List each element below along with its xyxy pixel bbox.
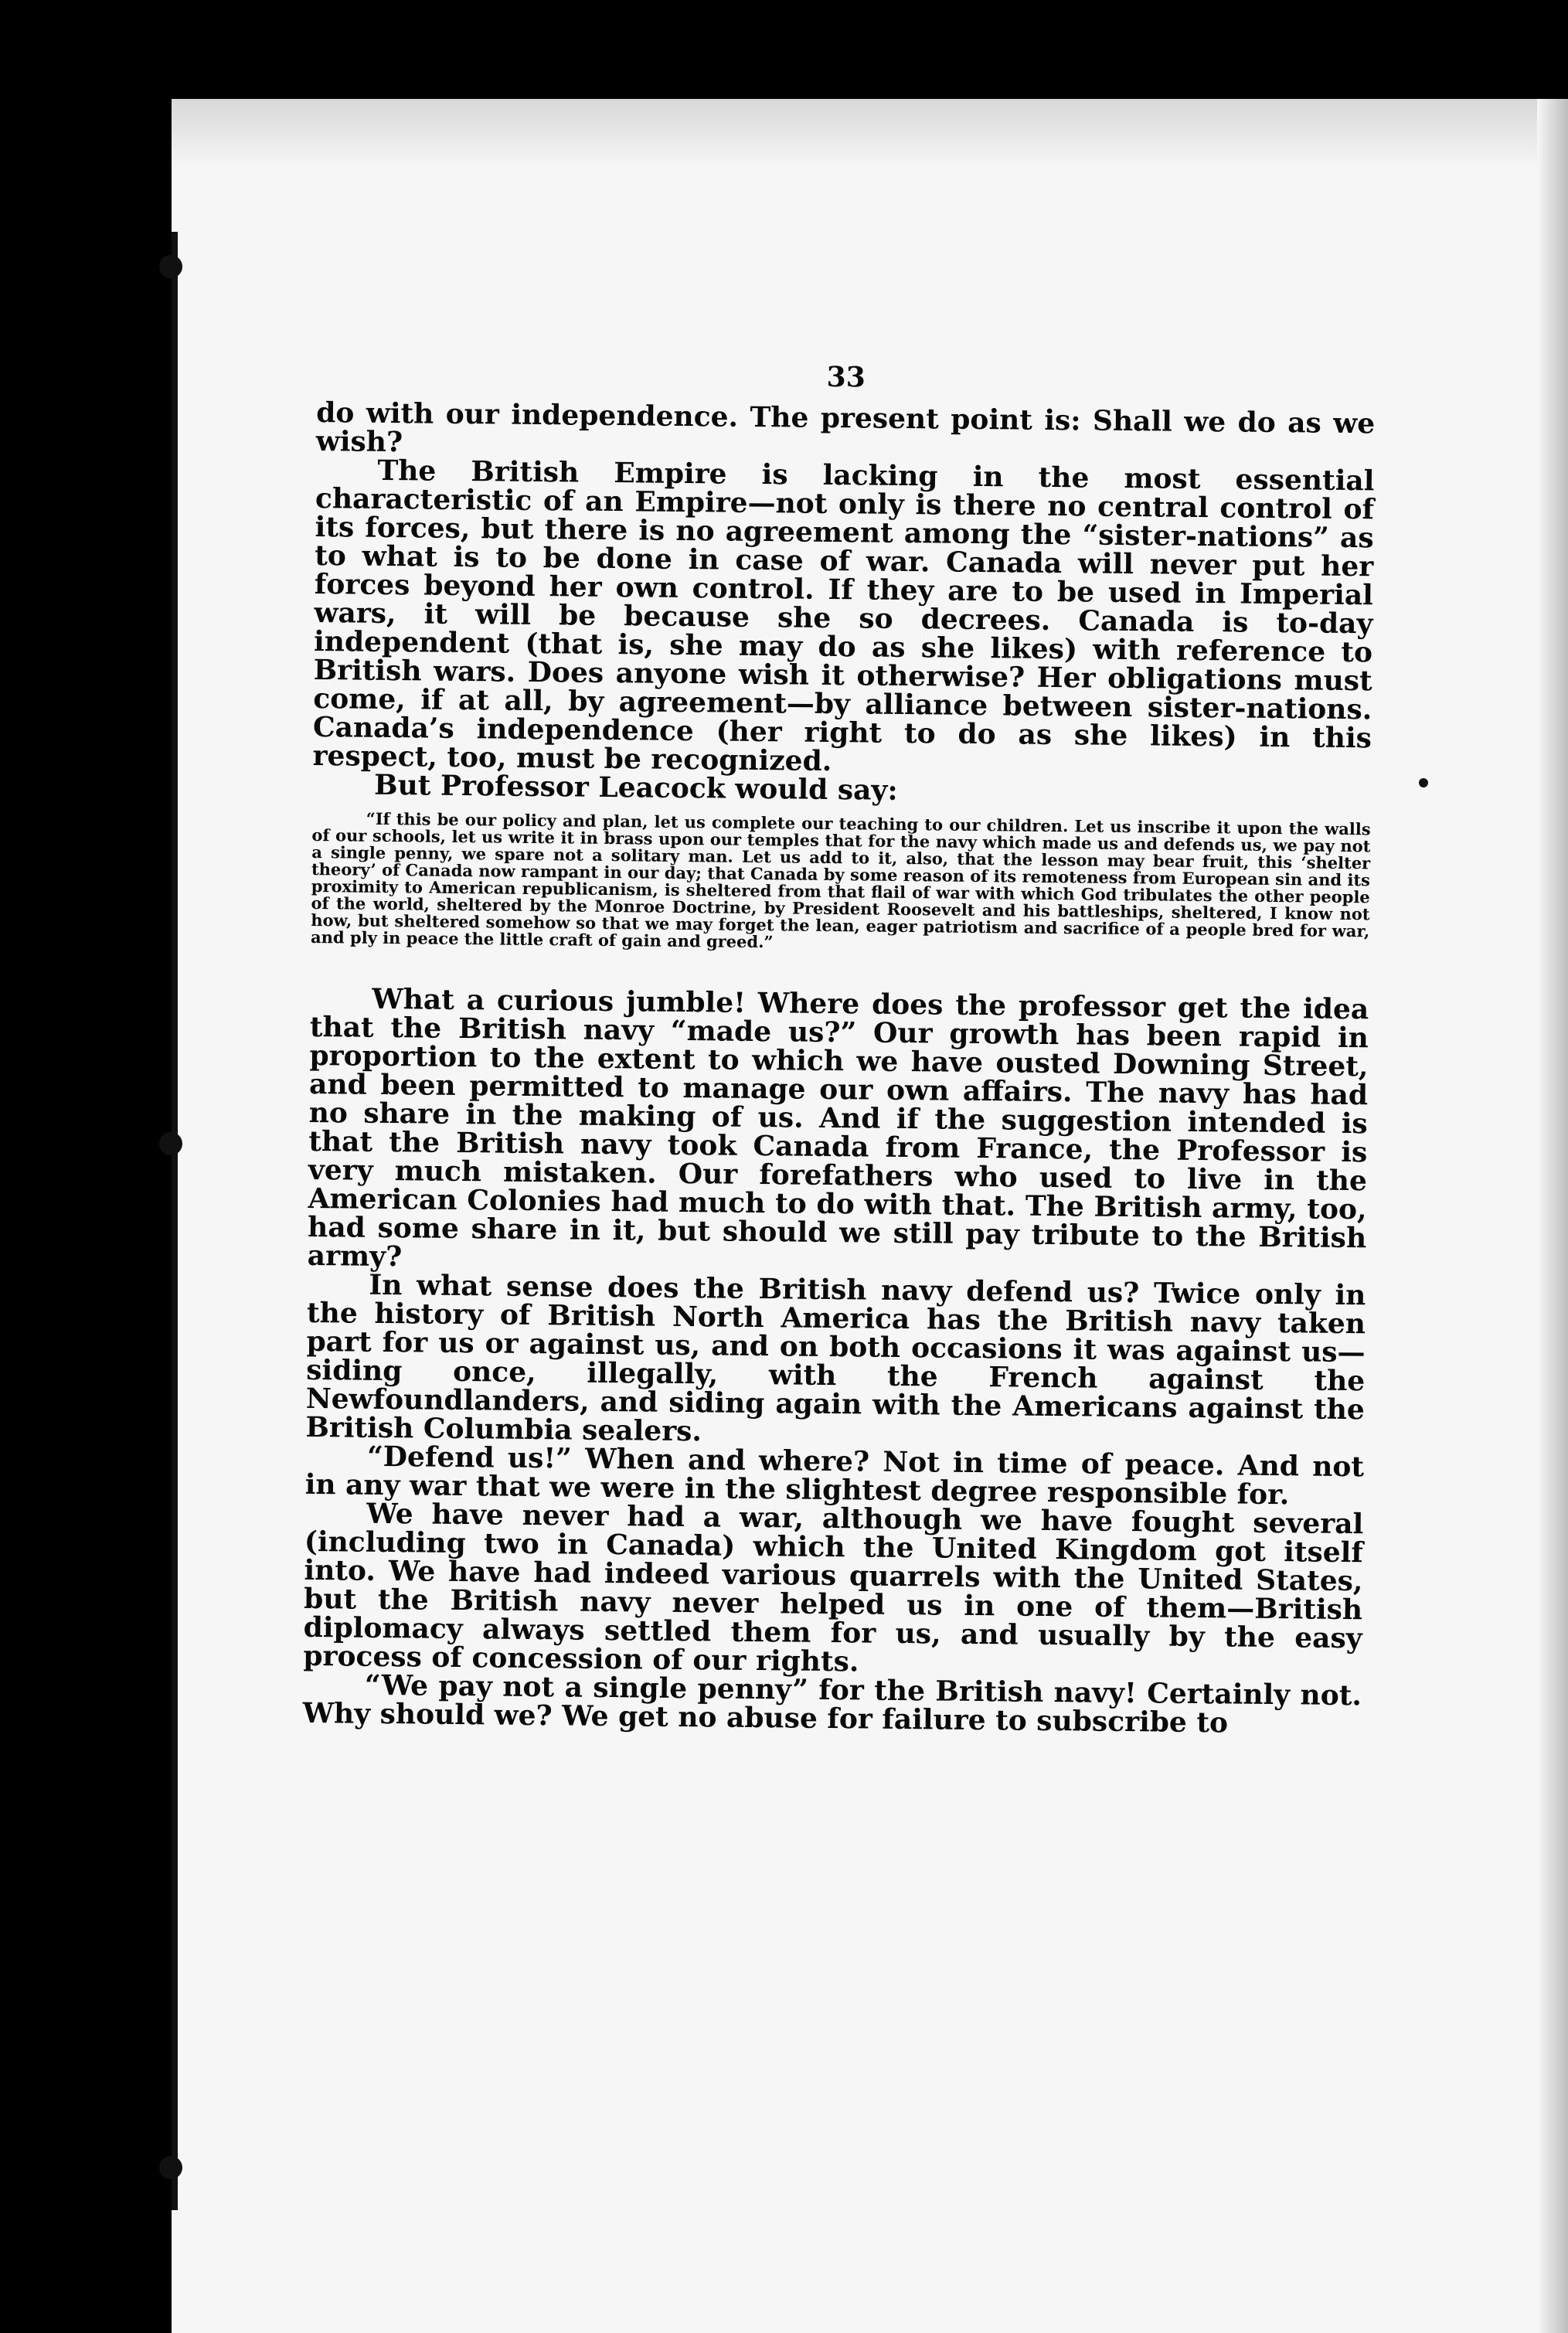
binding-stitch-mark — [159, 2156, 182, 2179]
page-text — [302, 355, 1376, 1739]
paragraph: What a curious jumble! Where does the professor get the idea that the British navy “made us?” Our growth has been rapid in proportion to the extent to which we have ousted Downing Street, and been permitted to manage our own affairs. The navy has had no share in the making of us. And if the suggestion intended is that the British navy took Canada from France, the Professor is very much mistaken. Our forefathers who used to live in the American Colonies had much to do with that. The British army, too, had some share in it, but should we still pay tribute to the British army? — [307, 982, 1369, 1274]
margin-dot — [1419, 778, 1428, 787]
page-number: 33 — [826, 360, 866, 394]
binding-stitch-mark — [159, 1132, 182, 1155]
binding-stitch-mark — [159, 255, 182, 278]
block-quote: “If this be our policy and plan, let us complete our teaching to our children. Let us inscribe it upon the walls of our schools, let us write it in brass upon our temples that for the navy which made us and defends us, we pay not a single penny, we spare not a solitary man. Let us add to it, also, that the lesson may bear fruit, this ‘shelter theory’ of Canada now rampant in our day; that Canada by some reason of its remoteness from European sin and its proximity to American republicanism, is sheltered from that flail of war with which God tribulates the other people of the world, sheltered by the Monroe Doctrine, by President Roosevelt and his battleships, sheltered, I know not how, but sheltered somehow so that we may forget the lean, eager patriotism and sacrifice of a people bred for war, and ply in peace the little craft of gain and greed.” — [310, 808, 1371, 952]
binding-stitch-line — [172, 232, 178, 2210]
paragraph: We have never had a war, although we have fought several (including two in Canada) which the United Kingdom got itself into. We have had indeed various quarrels with the United States, but the British navy never helped us in one of them—British diplomacy always settled them for us, and usually by the easy process of concession of our rights. — [303, 1497, 1364, 1678]
paragraph: But Professor Leacock would say: — [373, 768, 898, 807]
paragraph: “Defend us!” When and where? Not in time of peace. And not in any war that we were in the slightest degree responsible for. — [304, 1440, 1365, 1512]
page-top-edge-shadow — [172, 99, 1568, 168]
page-right-edge-shadow — [1537, 99, 1568, 2333]
paragraph: The British Empire is lacking in the most essential characteristic of an Empire—not only is there no central control of its forces, but there is no agreement among the “sister-nations” as to what is to be done in case of war. Canada will never put her forces beyond her own control. If they are to be used in Imperial wars, it will be because she so decrees. Canada is to-day independent (that is, she may do as she likes) with reference to British wars. Does anyone wish it otherwise? Her obligations must come, if at all, by agreement—by alliance between sister-nations. Canada’s independence (her right to do as she likes) in this respect, too, must be recognized. — [312, 454, 1375, 778]
paragraph: do with our independence. The present point is: Shall we do as we wish? — [315, 396, 1376, 459]
paragraph: “We pay not a single penny” for the British navy! Certainly not. Why should we? We get no abuse for failure to subscribe to — [302, 1668, 1362, 1740]
paragraph: In what sense does the British navy defend us? Twice only in the history of British North America has the British navy taken part for us or against us, and on both occasions it was against us—siding once, illegally, with the French against the Newfoundlanders, and siding again with the Americans against the British Columbia sealers. — [305, 1268, 1366, 1448]
